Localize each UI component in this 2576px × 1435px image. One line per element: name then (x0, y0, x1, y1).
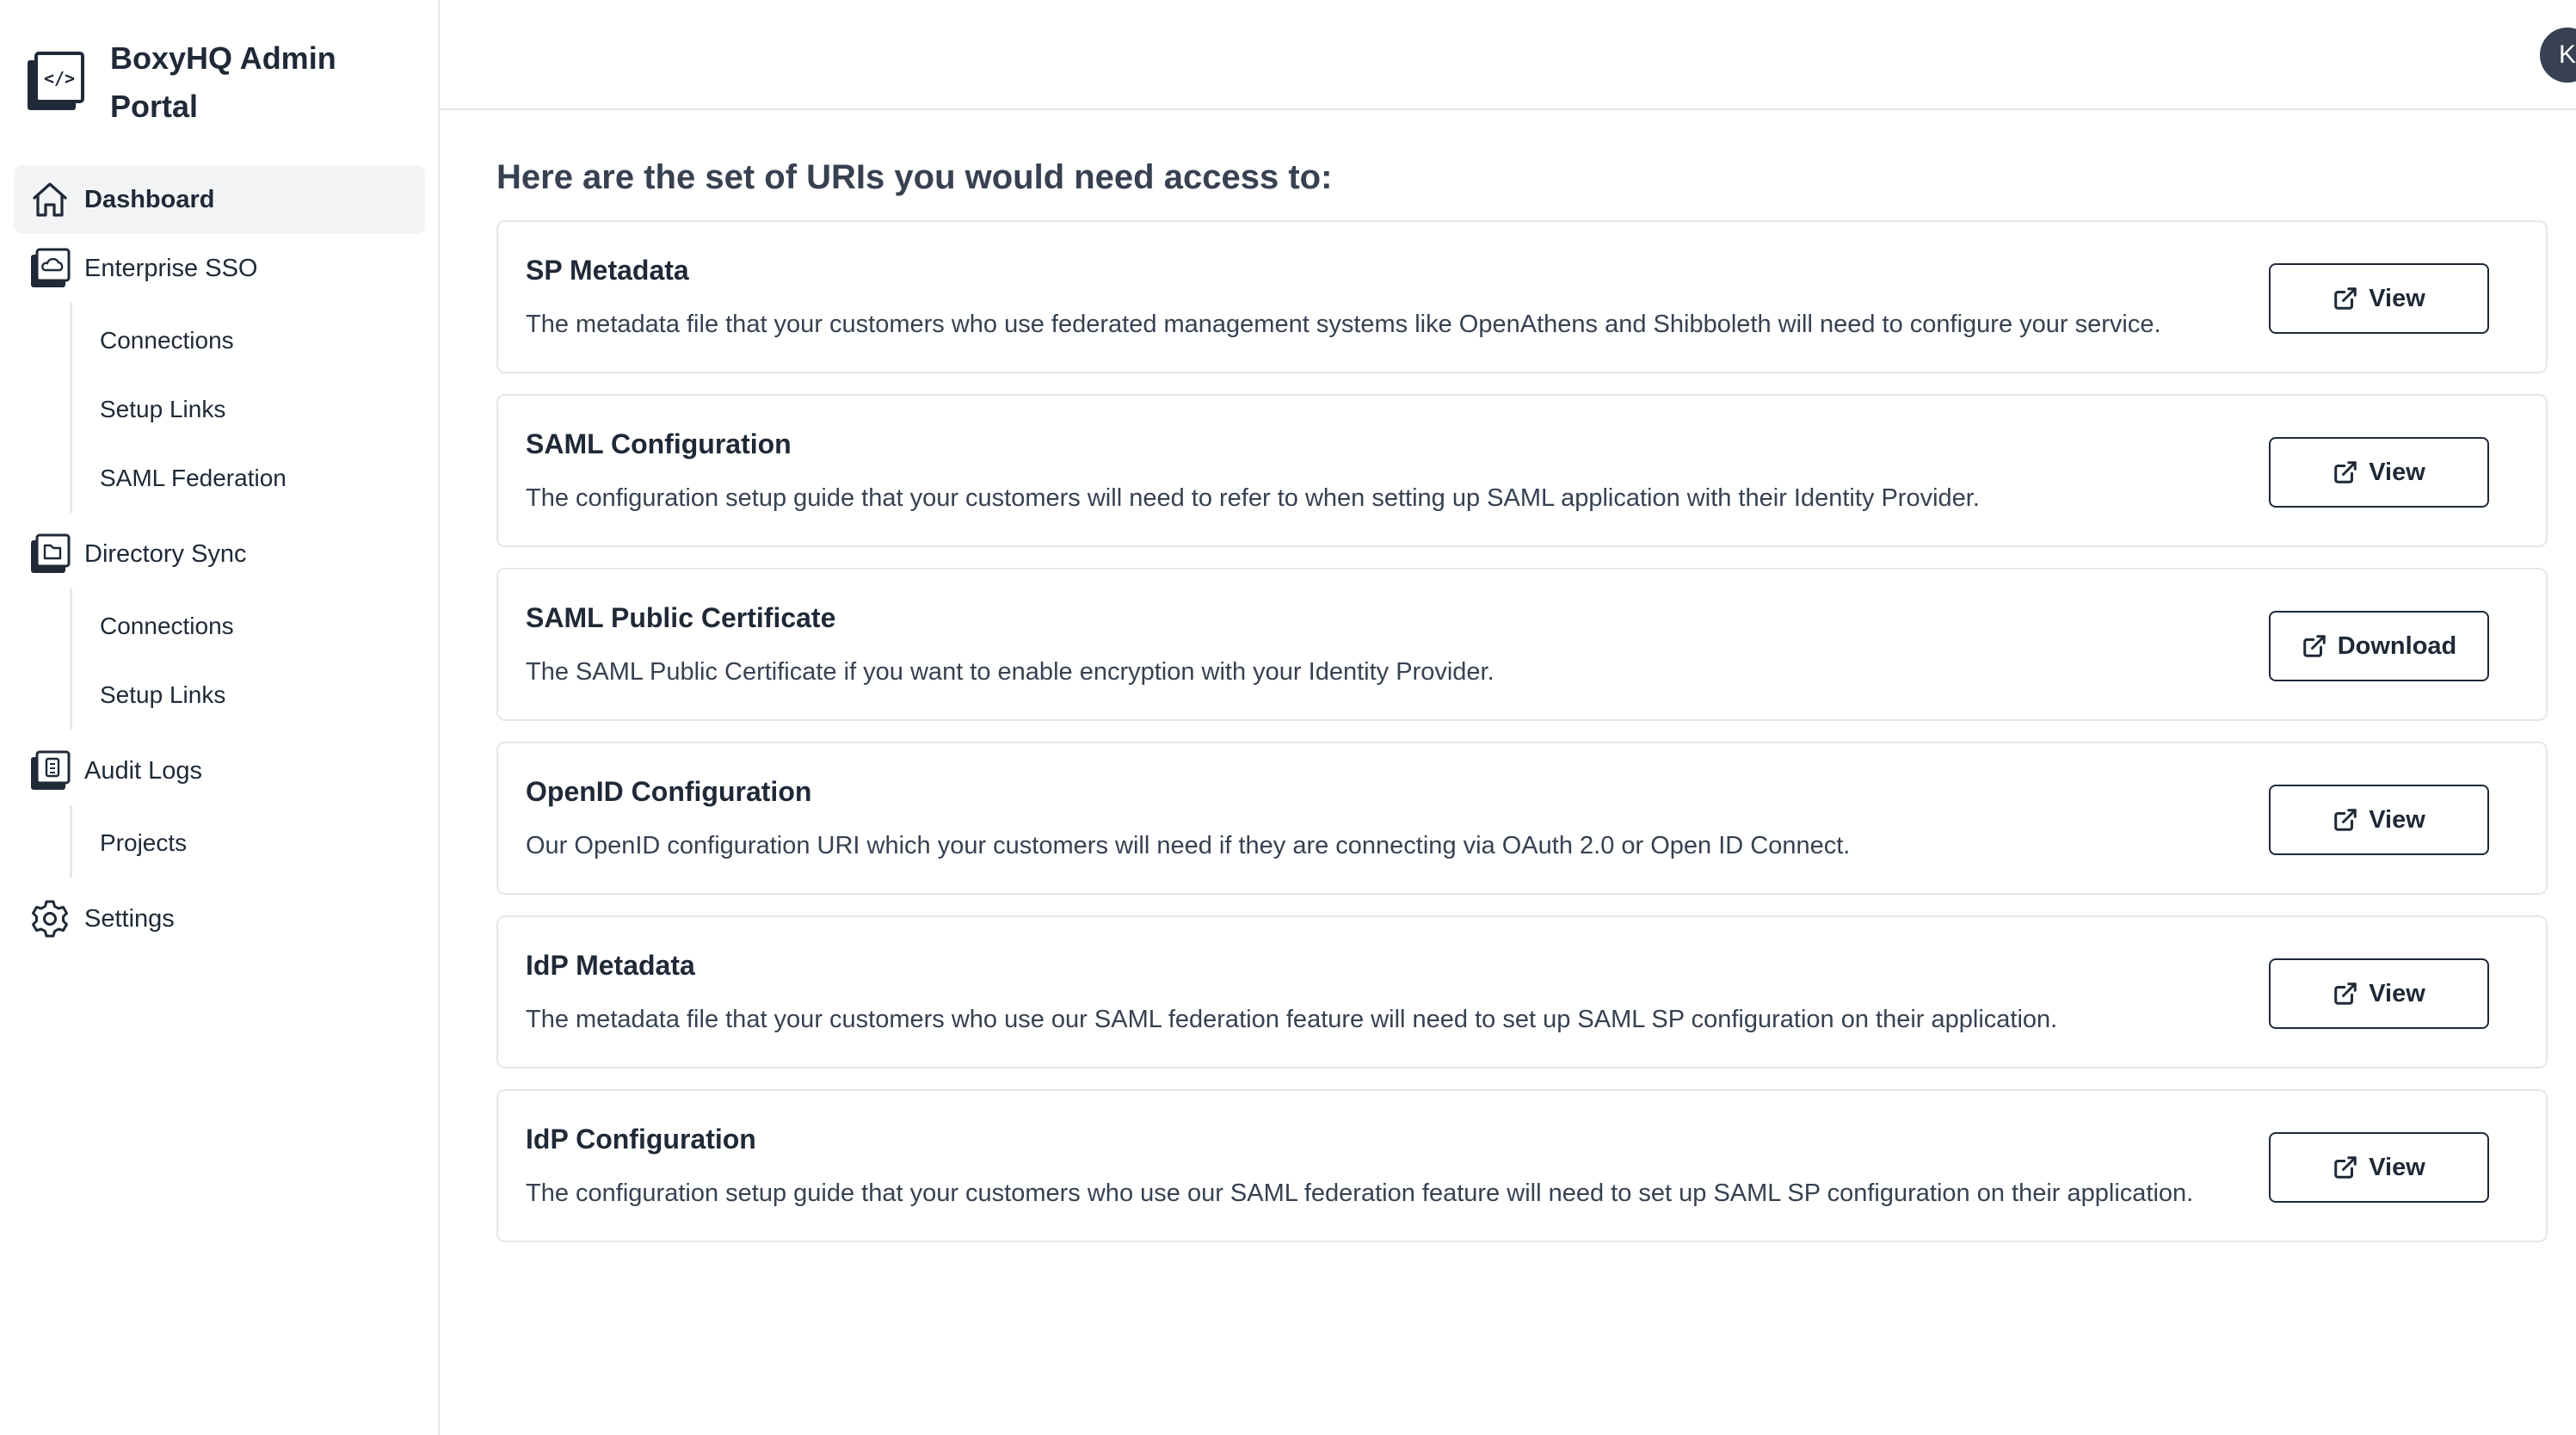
external-link-icon (2333, 286, 2358, 311)
uri-card-openid-configuration (496, 742, 2548, 895)
card-description: The metadata file that your customers who use federated management systems like OpenAthens and Shibboleth will need to configure your service. (526, 311, 2161, 338)
subnav-item-setup-links[interactable]: Setup Links (100, 396, 226, 422)
external-link-icon (2333, 459, 2358, 485)
uri-card-saml-public-certificate (496, 568, 2548, 721)
gear-icon (29, 898, 71, 939)
subnav-item-connections[interactable]: Connections (100, 327, 234, 354)
cloud-box-icon (29, 248, 71, 289)
sidebar-item-label: Dashboard (84, 185, 215, 213)
card-title: SP Metadata (526, 255, 689, 286)
card-description: The SAML Public Certificate if you want to enable encryption with your Identity Provider. (526, 658, 1494, 686)
subnav-item-projects[interactable]: Projects (100, 829, 188, 856)
brand[interactable] (26, 34, 385, 131)
view-idp-configuration-button[interactable] (2269, 1132, 2489, 1203)
enterprise-sso-subnav (70, 303, 425, 513)
card-title: SAML Public Certificate (526, 602, 836, 633)
button-label: View (2369, 979, 2425, 1007)
button-label: Download (2337, 631, 2457, 660)
user-avatar[interactable]: K (2540, 28, 2576, 83)
download-certificate-button[interactable] (2269, 611, 2489, 681)
card-description: The configuration setup guide that your customers will need to refer to when setting up SAML application with their Identity Provider. (526, 484, 1980, 512)
uri-card-list (496, 220, 2548, 1242)
uri-card-sp-metadata (496, 220, 2548, 373)
external-link-icon (2333, 1155, 2358, 1180)
view-openid-configuration-button[interactable] (2269, 785, 2489, 855)
sidebar-item-label: Enterprise SSO (84, 254, 258, 282)
sidebar-item-dashboard[interactable] (14, 165, 425, 234)
external-link-icon (2333, 807, 2358, 833)
view-saml-configuration-button[interactable] (2269, 437, 2489, 508)
svg-text:</>: </> (43, 68, 76, 89)
sidebar-item-label: Directory Sync (84, 539, 247, 568)
external-link-icon (2302, 633, 2327, 659)
card-title: OpenID Configuration (526, 776, 812, 807)
page-title: Here are the set of URIs you would need access to: (496, 158, 1333, 196)
sidebar-item-enterprise-sso[interactable] (14, 234, 425, 303)
folder-box-icon (29, 533, 71, 575)
sidebar-item-label: Audit Logs (84, 756, 203, 785)
brand-name: BoxyHQ Admin Portal (110, 40, 336, 124)
directory-sync-subnav (70, 588, 425, 730)
card-description: The configuration setup guide that your customers who use our SAML federation feature will need to set up SAML SP configuration on their application. (526, 1179, 2194, 1207)
button-label: View (2369, 458, 2425, 486)
view-idp-metadata-button[interactable] (2269, 958, 2489, 1029)
button-label: View (2369, 1153, 2425, 1181)
view-sp-metadata-button[interactable] (2269, 263, 2489, 334)
top-header (440, 0, 2576, 110)
subnav-item-setup-links[interactable]: Setup Links (100, 681, 226, 708)
sidebar-nav (14, 165, 425, 953)
main-content (496, 110, 2548, 1263)
card-title: IdP Metadata (526, 950, 695, 981)
sidebar (0, 0, 440, 1435)
button-label: View (2369, 805, 2425, 834)
card-title: IdP Configuration (526, 1124, 756, 1155)
card-title: SAML Configuration (526, 428, 792, 459)
uri-card-idp-metadata (496, 915, 2548, 1069)
uri-card-idp-configuration (496, 1089, 2548, 1242)
sidebar-item-directory-sync[interactable] (14, 520, 425, 588)
home-icon (29, 179, 71, 220)
audit-logs-subnav (70, 805, 425, 878)
button-label: View (2369, 284, 2425, 312)
uri-card-saml-configuration (496, 394, 2548, 547)
card-description: The metadata file that your customers who use our SAML federation feature will need to set up SAML SP configuration on their application. (526, 1006, 2058, 1033)
clipboard-box-icon (29, 750, 71, 791)
card-description: Our OpenID configuration URI which your customers will need if they are connecting via OAuth 2.0 or Open ID Connect. (526, 832, 1851, 859)
sidebar-item-settings[interactable] (14, 884, 425, 953)
external-link-icon (2333, 981, 2358, 1007)
subnav-item-connections[interactable]: Connections (100, 613, 234, 639)
boxyhq-logo-icon (26, 52, 84, 114)
subnav-item-saml-federation[interactable]: SAML Federation (100, 465, 287, 491)
sidebar-item-label: Settings (84, 904, 175, 933)
sidebar-item-audit-logs[interactable] (14, 736, 425, 805)
